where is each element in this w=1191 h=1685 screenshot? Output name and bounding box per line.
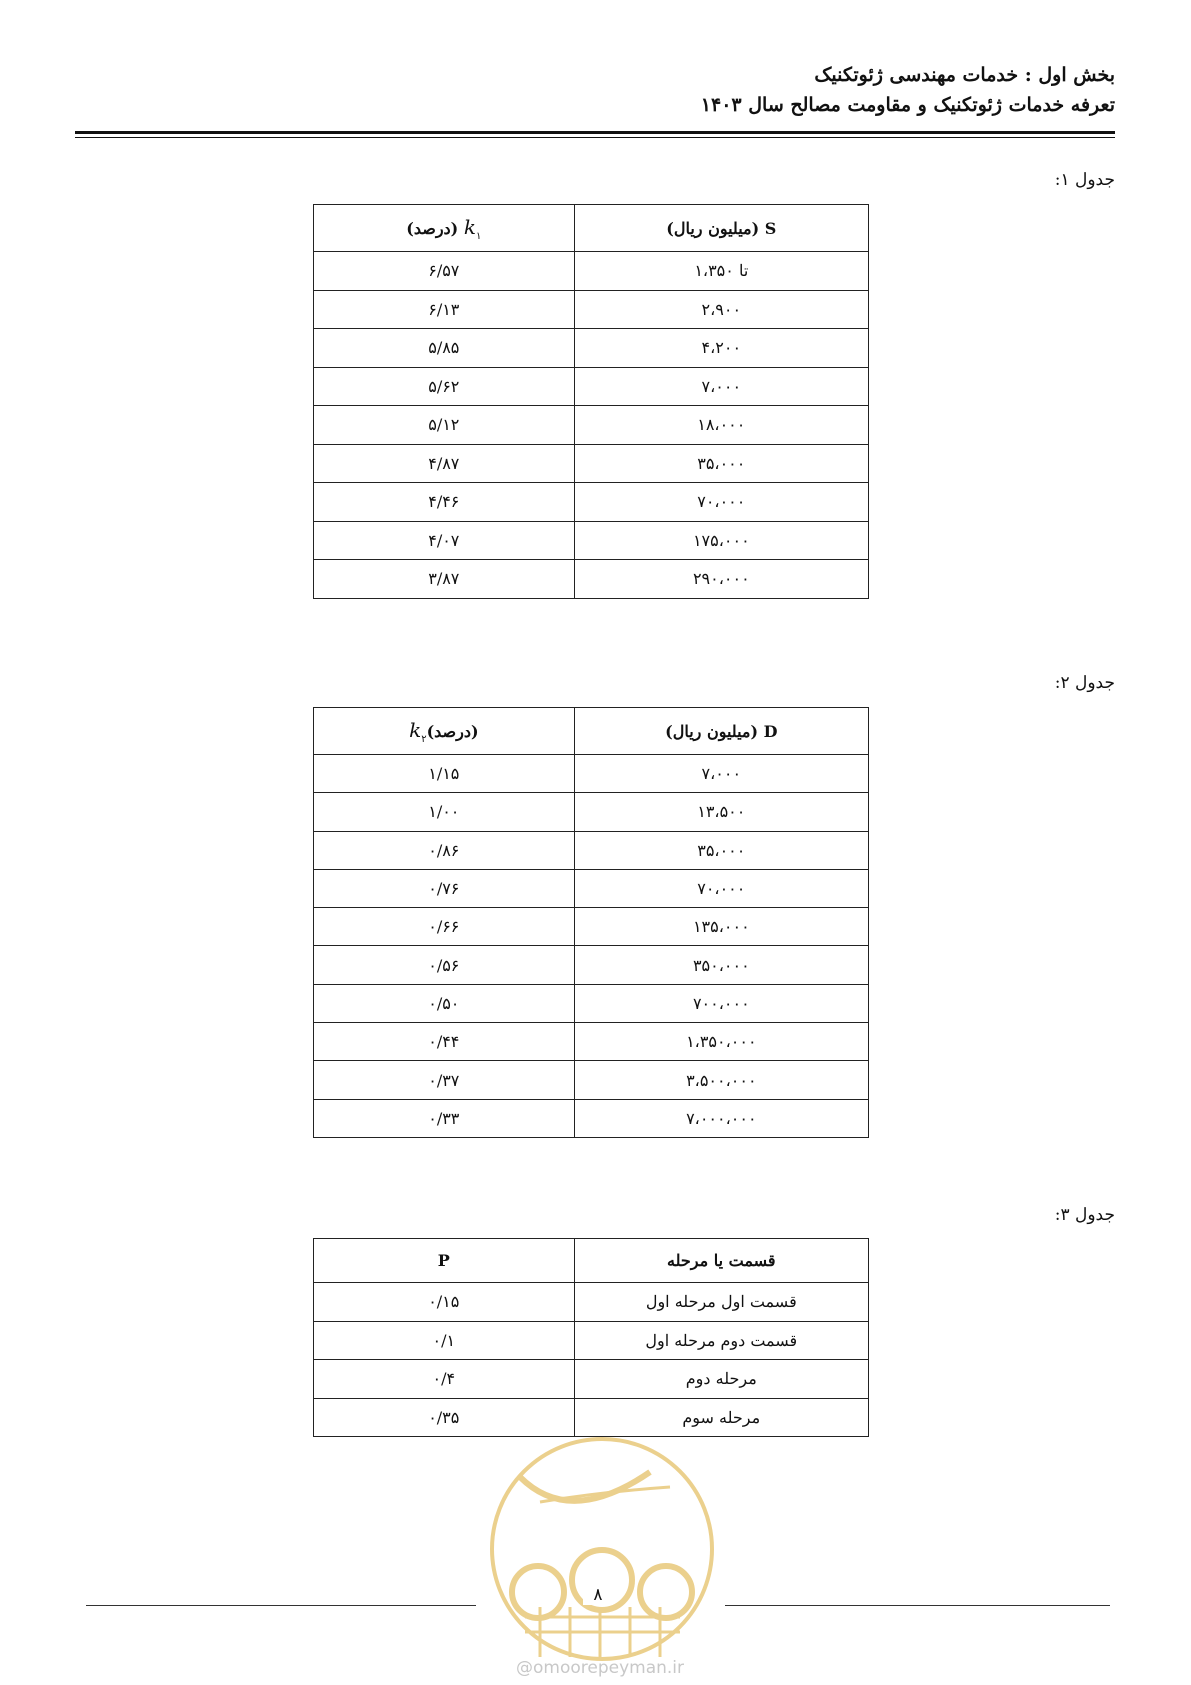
table2-row [314, 1099, 869, 1137]
table2-row [314, 984, 869, 1022]
table3-header-row [314, 1239, 869, 1283]
table2-caption: جدول ۲: [1054, 673, 1115, 693]
section-title: بخش اول : خدمات مهندسی ژئوتکنیک [814, 64, 1115, 86]
table3-header-p: P [314, 1239, 575, 1283]
table1-row-cell-s: ۳۵،۰۰۰ [574, 444, 868, 483]
table2-row-cell-k: ۱/۱۵ [314, 755, 575, 793]
table3-caption: جدول ۳: [1054, 1205, 1115, 1225]
document-header [701, 60, 1115, 120]
table2-row-cell-k: ۱/۰۰ [314, 793, 575, 831]
table1-body [314, 252, 869, 599]
table1-row [314, 290, 869, 329]
table2-header-row [314, 708, 869, 755]
table2-row-cell-k: ۰/۵۰ [314, 984, 575, 1022]
header-rule-thick [75, 131, 1115, 134]
table1-row-cell-s: ۲۹۰،۰۰۰ [574, 560, 868, 599]
table1-row-cell-k: ۵/۸۵ [314, 329, 575, 368]
table2-row [314, 1061, 869, 1099]
k1-symbol: $k_۱$ [463, 214, 482, 242]
table2-row-cell-k: ۰/۳۷ [314, 1061, 575, 1099]
table2-row-cell-d: ۳،۵۰۰،۰۰۰ [574, 1061, 868, 1099]
table2-body [314, 755, 869, 1138]
document-title: تعرفه خدمات ژئوتکنیک و مقاومت مصالح سال ۱۴۰۳ [700, 94, 1115, 116]
table3-row-cell-p: ۰/۱ [314, 1321, 575, 1360]
table1-row [314, 483, 869, 522]
table2-row [314, 755, 869, 793]
table1-row-cell-k: ۶/۵۷ [314, 252, 575, 291]
table3-row [314, 1321, 869, 1360]
table1-row-cell-s: تا ۱،۳۵۰ [574, 252, 868, 291]
table3-row [314, 1360, 869, 1399]
footer-rule-left [86, 1605, 476, 1606]
table1-row-cell-k: ۴/۰۷ [314, 521, 575, 560]
table2-row [314, 831, 869, 869]
table1-row-cell-s: ۷۰،۰۰۰ [574, 483, 868, 522]
table1-row [314, 329, 869, 368]
table2-row-cell-k: ۰/۵۶ [314, 946, 575, 984]
table2-row [314, 908, 869, 946]
table1-row [314, 560, 869, 599]
table3-body [314, 1283, 869, 1437]
table1-row-cell-k: ۶/۱۳ [314, 290, 575, 329]
table1-caption: جدول ۱: [1054, 170, 1115, 190]
table1-row-cell-k: ۳/۸۷ [314, 560, 575, 599]
table2-row [314, 793, 869, 831]
k2-symbol: $k_۲$ [409, 717, 427, 745]
table1-row-cell-k: ۵/۶۲ [314, 367, 575, 406]
table1-row-cell-s: ۴،۲۰۰ [574, 329, 868, 368]
page-number: ۸ [583, 1585, 613, 1605]
table3-row-cell-p: ۰/۳۵ [314, 1398, 575, 1437]
table1-header-s: S (میلیون ریال) [574, 205, 868, 252]
table2-row [314, 1023, 869, 1061]
table3-row-cell-p: ۰/۱۵ [314, 1283, 575, 1322]
table2-row-cell-d: ۳۵،۰۰۰ [574, 831, 868, 869]
table2-row-cell-k: ۰/۳۳ [314, 1099, 575, 1137]
table1-row-cell-s: ۲،۹۰۰ [574, 290, 868, 329]
table1-row-cell-s: ۱۷۵،۰۰۰ [574, 521, 868, 560]
table2-row-cell-d: ۷۰۰،۰۰۰ [574, 984, 868, 1022]
table1-row [314, 367, 869, 406]
table2-row [314, 869, 869, 907]
table2-row-cell-d: ۱۳۵،۰۰۰ [574, 908, 868, 946]
table2-row [314, 946, 869, 984]
table1-header-row [314, 205, 869, 252]
table1-row-cell-k: ۵/۱۲ [314, 406, 575, 445]
table1 [313, 204, 869, 599]
table2-row-cell-k: ۰/۶۶ [314, 908, 575, 946]
table2-row-cell-d: ۱،۳۵۰،۰۰۰ [574, 1023, 868, 1061]
watermark-url: @omoorepeyman.ir [515, 1658, 685, 1678]
table3-row-cell-p: ۰/۴ [314, 1360, 575, 1399]
table1-row-cell-s: ۷،۰۰۰ [574, 367, 868, 406]
table3-row-cell-stage: مرحله دوم [574, 1360, 868, 1399]
table2-row-cell-k: ۰/۷۶ [314, 869, 575, 907]
table3-row [314, 1283, 869, 1322]
table1-row-cell-s: ۱۸،۰۰۰ [574, 406, 868, 445]
table3-row-cell-stage: قسمت اول مرحله اول [574, 1283, 868, 1322]
header-rule-thin [75, 137, 1115, 138]
table2-header-k: $(درصد)k_۲$ [314, 708, 575, 755]
table3-row-cell-stage: قسمت دوم مرحله اول [574, 1321, 868, 1360]
table3 [313, 1238, 869, 1437]
table2-header-d: D (میلیون ریال) [574, 708, 868, 755]
table2-row-cell-k: ۰/۸۶ [314, 831, 575, 869]
table1-header-k: $k_۱$ (درصد) [314, 205, 575, 252]
table3-header-stage: قسمت یا مرحله [574, 1239, 868, 1283]
table2-row-cell-d: ۱۳،۵۰۰ [574, 793, 868, 831]
table2-row-cell-d: ۷،۰۰۰ [574, 755, 868, 793]
table1-row [314, 406, 869, 445]
table2 [313, 707, 869, 1138]
table2-row-cell-d: ۷،۰۰۰،۰۰۰ [574, 1099, 868, 1137]
table2-row-cell-k: ۰/۴۴ [314, 1023, 575, 1061]
table1-row [314, 444, 869, 483]
table3-row [314, 1398, 869, 1437]
table3-row-cell-stage: مرحله سوم [574, 1398, 868, 1437]
watermark-stamp-logo [480, 1432, 725, 1667]
footer-rule-right [725, 1605, 1110, 1606]
table1-row [314, 521, 869, 560]
table1-row [314, 252, 869, 291]
table1-row-cell-k: ۴/۸۷ [314, 444, 575, 483]
table2-row-cell-d: ۷۰،۰۰۰ [574, 869, 868, 907]
table2-row-cell-d: ۳۵۰،۰۰۰ [574, 946, 868, 984]
table1-row-cell-k: ۴/۴۶ [314, 483, 575, 522]
